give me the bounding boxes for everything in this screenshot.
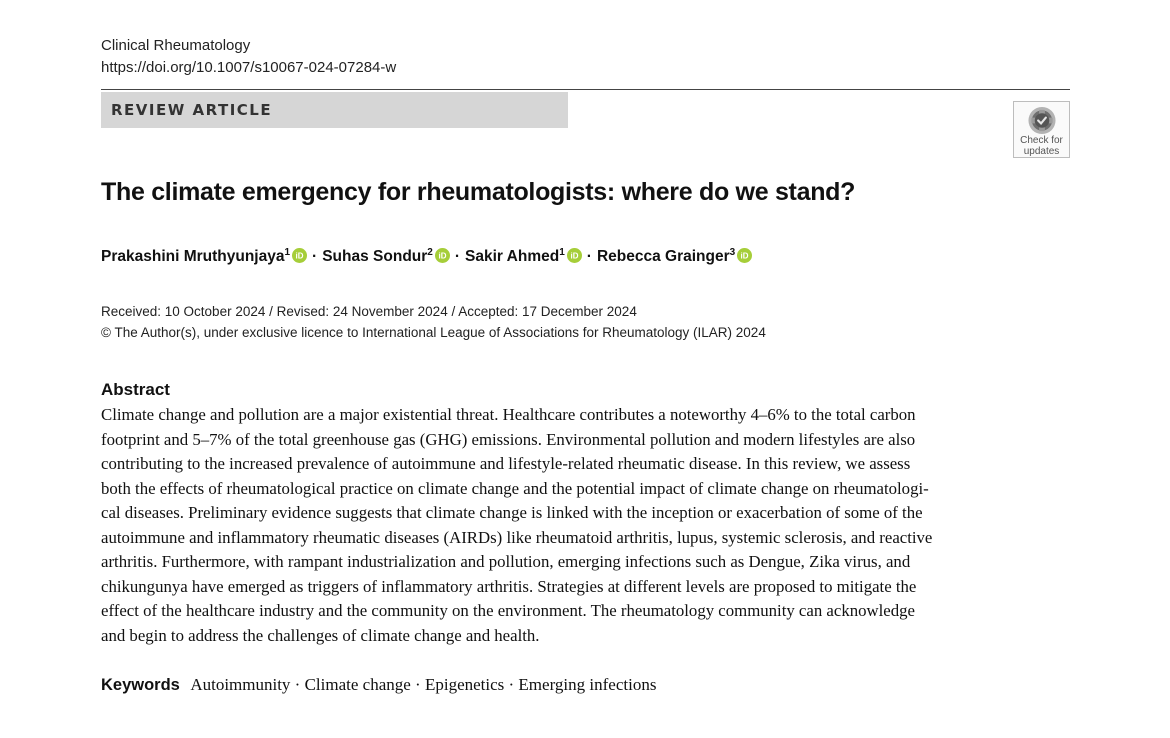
abstract-body — [101, 403, 1071, 648]
author[interactable] — [322, 248, 450, 265]
copyright-notice: © The Author(s), under exclusive licence to International League of Associations for Rheumatology (ILAR) 2024 — [101, 325, 766, 340]
abstract-heading: Abstract — [101, 380, 170, 399]
article-title: The climate emergency for rheumatologists: where do we stand? — [101, 178, 856, 206]
abstract-line: effect of the healthcare industry and the community on the environment. The rheumatology community can acknowledge — [101, 601, 915, 620]
author-name: Suhas Sondur — [322, 248, 428, 266]
orcid-icon[interactable] — [567, 248, 582, 263]
journal-name: Clinical Rheumatology — [101, 37, 251, 54]
keywords-label: Keywords — [101, 676, 180, 694]
affiliation-marker: 1 — [284, 247, 291, 258]
svg-text:iD: iD — [438, 251, 447, 261]
svg-text:iD: iD — [740, 251, 749, 261]
author-list — [101, 247, 752, 266]
orcid-icon[interactable] — [292, 248, 307, 263]
crossmark-icon — [1027, 106, 1057, 135]
abstract-line: autoimmune and inflammatory rheumatic diseases (AIRDs) like rheumatoid arthritis, lupus, systemic sclerosis, and reactive — [101, 527, 933, 547]
article-dates: Received: 10 October 2024 / Revised: 24 November 2024 / Accepted: 17 December 2024 — [101, 304, 637, 319]
svg-text:iD: iD — [570, 251, 579, 261]
abstract-line: Climate change and pollution are a major existential threat. Healthcare contributes a noteworthy 4–6% to the total carbon — [101, 405, 916, 424]
orcid-icon[interactable] — [435, 248, 450, 263]
author[interactable] — [101, 248, 307, 265]
author-name: Rebecca Grainger — [596, 248, 730, 266]
author-separator: · — [586, 248, 592, 266]
abstract-line: footprint and 5–7% of the total greenhouse gas (GHG) emissions. Environmental pollution and modern lifestyles are also — [101, 429, 916, 449]
author-name: Sakir Ahmed — [465, 248, 560, 266]
author-name: Prakashini Mruthyunjaya — [101, 248, 285, 266]
author-separator: · — [312, 248, 318, 266]
keywords-list: Autoimmunity · Climate change · Epigenetics · Emerging infections — [190, 675, 657, 694]
affiliation-marker: 3 — [729, 247, 736, 258]
doi-link[interactable]: https://doi.org/10.1007/s10067-024-07284-w — [101, 59, 397, 76]
check-updates-line1: Check for — [1020, 135, 1063, 146]
keywords — [101, 675, 656, 695]
svg-text:iD: iD — [295, 251, 304, 261]
abstract-line: and begin to address the challenges of climate change and health. — [101, 625, 540, 645]
article-type-banner: REVIEW ARTICLE — [101, 92, 568, 128]
author[interactable] — [465, 248, 582, 265]
abstract-line: chikungunya have emerged as triggers of inflammatory arthritis. Strategies at different levels are proposed to mitigate the — [101, 576, 917, 596]
affiliation-marker: 1 — [559, 247, 565, 258]
abstract-line: both the effects of rheumatological practice on climate change and the potential impact of climate change on rheumatologi- — [101, 478, 929, 498]
orcid-icon[interactable] — [737, 248, 752, 263]
check-for-updates-button[interactable] — [1013, 101, 1070, 158]
check-updates-line2: updates — [1023, 146, 1060, 157]
abstract-line: cal diseases. Preliminary evidence suggests that climate change is linked with the inception or exacerbation of some of the — [101, 503, 923, 522]
affiliation-marker: 2 — [427, 247, 433, 258]
author-separator: · — [454, 248, 461, 266]
abstract-line: arthritis. Furthermore, with rampant industrialization and pollution, emerging infections such as Dengue, Zika virus, and — [101, 552, 911, 571]
author[interactable] — [597, 248, 752, 265]
header-divider — [101, 89, 1070, 90]
abstract-line: contributing to the increased prevalence of autoimmune and lifestyle-related rheumatic disease. In this review, we assess — [101, 454, 911, 473]
